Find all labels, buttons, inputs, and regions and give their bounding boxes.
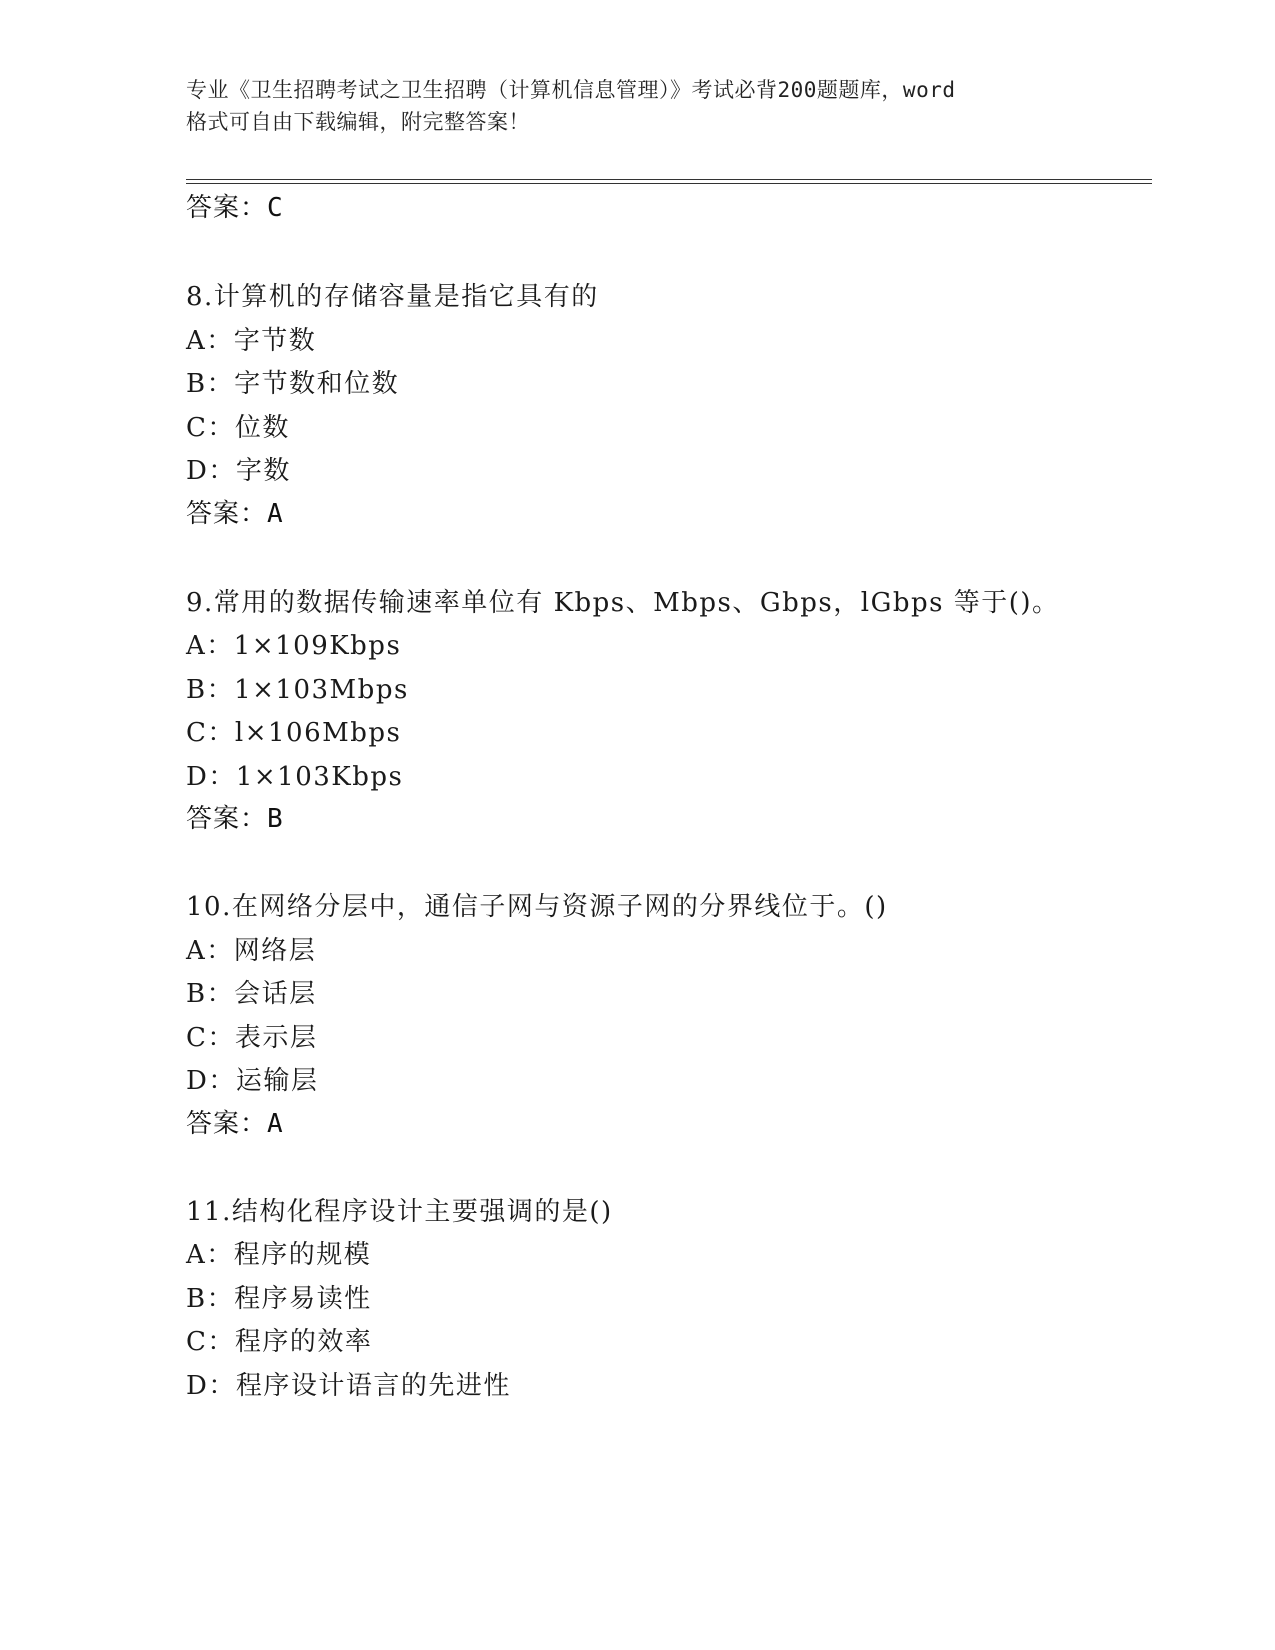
header-line-2: 格式可自由下载编辑，附完整答案！ [186,110,530,134]
question-answer: 答案：B [186,804,284,834]
question-option: D：1×103Kbps [186,762,404,792]
question-stem: 8.计算机的存储容量是指它具有的 [186,282,599,312]
question-option: C：位数 [186,413,290,443]
question-option: B：会话层 [186,979,317,1009]
question-option: C：表示层 [186,1023,318,1053]
question-option: D：字数 [186,456,291,486]
document-header [186,74,1086,138]
question-option: A：1×109Kbps [186,631,402,661]
question-option: D：运输层 [186,1066,319,1096]
header-divider-top [186,179,1152,180]
question-option: B：字节数和位数 [186,369,400,399]
question-option: A：程序的规模 [186,1240,372,1270]
question-stem: 11.结构化程序设计主要强调的是() [186,1197,613,1227]
question-option: A：字节数 [186,326,317,356]
header-divider-bottom [186,183,1152,184]
question-answer: 答案：A [186,499,284,529]
question-answer: 答案：A [186,1109,284,1139]
previous-answer: 答案：C [186,193,284,223]
question-stem: 9.常用的数据传输速率单位有 Kbps、Mbps、Gbps，lGbps 等于()。 [186,588,1060,618]
question-option: D：程序设计语言的先进性 [186,1371,511,1401]
question-option: B：1×103Mbps [186,675,409,705]
question-stem: 10.在网络分层中，通信子网与资源子网的分界线位于。() [186,892,888,922]
question-option: C：程序的效率 [186,1327,373,1357]
question-option: A：网络层 [186,936,317,966]
question-option: C：l×106Mbps [186,718,402,748]
header-line-1: 专业《卫生招聘考试之卫生招聘（计算机信息管理）》考试必背200题题库，word [186,78,956,102]
question-option: B：程序易读性 [186,1284,372,1314]
